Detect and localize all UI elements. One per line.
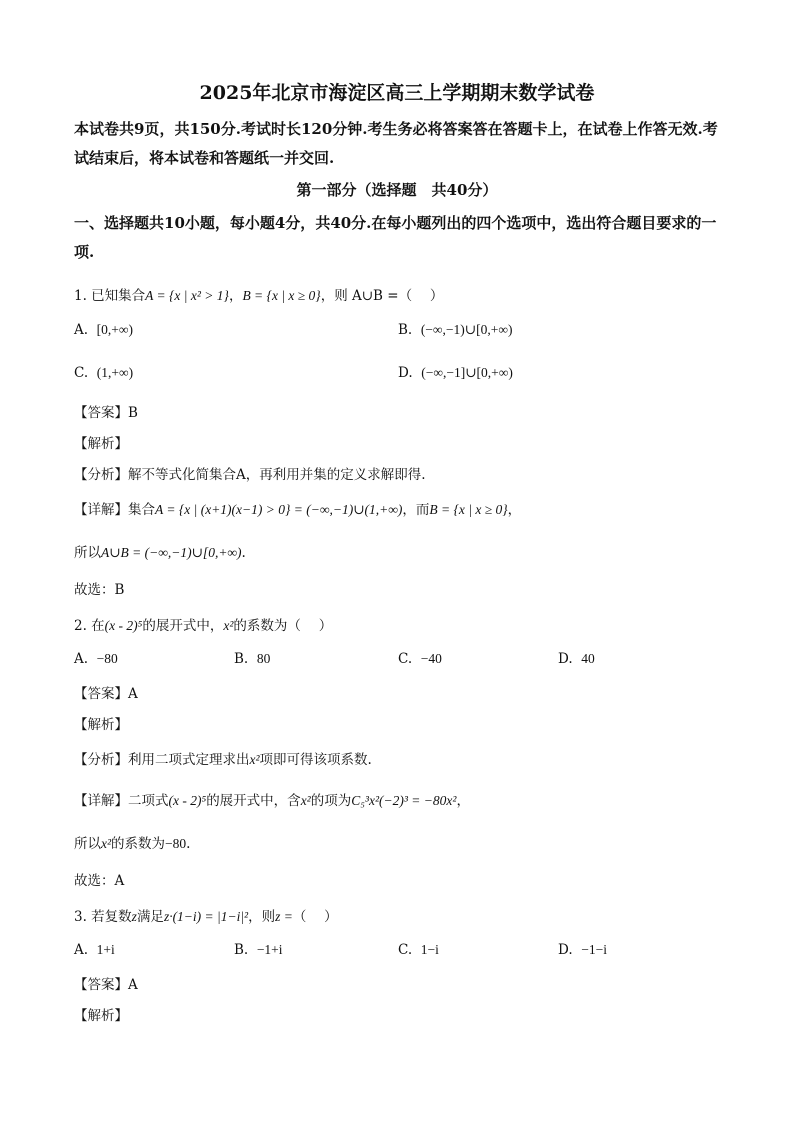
q3-option-d: D. −1−i: [558, 942, 607, 958]
section-instructions: 一、选择题共10小题，每小题4分，共40分.在每小题列出的四个选项中，选出符合题目要求的一项.: [74, 214, 717, 261]
q2-option-d: D. 40: [558, 651, 595, 667]
question-1-stem: 1. 已知集合A = {x | x² > 1}，B = {x | x ≥ 0}，则 A∪B =（ ）: [74, 288, 444, 304]
q2-conclusion: 所以x²的系数为−80.: [74, 836, 191, 852]
q1-option-b: B. (−∞,−1)∪[0,+∞): [398, 322, 513, 338]
q1-conclusion: 所以A∪B = (−∞,−1)∪[0,+∞).: [74, 545, 246, 561]
q3-analysis-label: 【解析】: [74, 1008, 128, 1024]
q1-choice: 故选：B: [74, 582, 125, 598]
q1-option-a: A. [0,+∞): [74, 322, 133, 338]
q3-option-b: B. −1+i: [234, 942, 283, 958]
q2-answer: 【答案】A: [74, 686, 138, 702]
q2-option-b: B. 80: [234, 651, 271, 667]
q1-detail: 【详解】集合A = {x | (x+1)(x−1) > 0} = (−∞,−1)∪(1,+∞)，而B = {x | x ≥ 0}，: [74, 502, 522, 518]
exam-instructions: 本试卷共9页，共150分.考试时长120分钟.考生务必将答案答在答题卡上，在试卷上作答无效.考试结束后，将本试卷和答题纸一并交回.: [74, 120, 718, 167]
question-2-stem: 2. 在(x - 2)⁵的展开式中，x²的系数为（ ）: [74, 618, 333, 634]
q1-analysis-label: 【解析】: [74, 436, 128, 452]
q1-option-c: C. (1,+∞): [74, 365, 134, 381]
question-3-stem: 3. 若复数z满足z·(1−i) = |1−i|²，则z =（ ）: [74, 909, 338, 925]
q1-fenxi: 【分析】解不等式化简集合A，再利用并集的定义求解即得.: [74, 467, 426, 483]
q2-detail: 【详解】二项式(x - 2)⁵的展开式中，含x²的项为C₅³x²(−2)³ = −80x²，: [74, 793, 470, 809]
set-a-expression: A = {x | x² > 1}: [145, 288, 229, 303]
q3-answer: 【答案】A: [74, 977, 138, 993]
q1-answer: 【答案】B: [74, 405, 138, 421]
q2-choice: 故选：A: [74, 873, 125, 889]
q1-option-d: D. (−∞,−1]∪[0,+∞): [398, 365, 513, 381]
q2-analysis-label: 【解析】: [74, 717, 128, 733]
q2-option-a: A. −80: [74, 651, 118, 667]
q2-option-c: C. −40: [398, 651, 442, 667]
set-b-expression: B = {x | x ≥ 0}: [242, 288, 321, 303]
q3-option-a: A. 1+i: [74, 942, 115, 958]
part-heading: 第一部分（选择题 共40分）: [296, 181, 498, 199]
page-title: 2025年北京市海淀区高三上学期期末数学试卷: [199, 82, 595, 104]
q3-option-c: C. 1−i: [398, 942, 439, 958]
q2-fenxi: 【分析】利用二项式定理求出x²项即可得该项系数.: [74, 752, 372, 768]
